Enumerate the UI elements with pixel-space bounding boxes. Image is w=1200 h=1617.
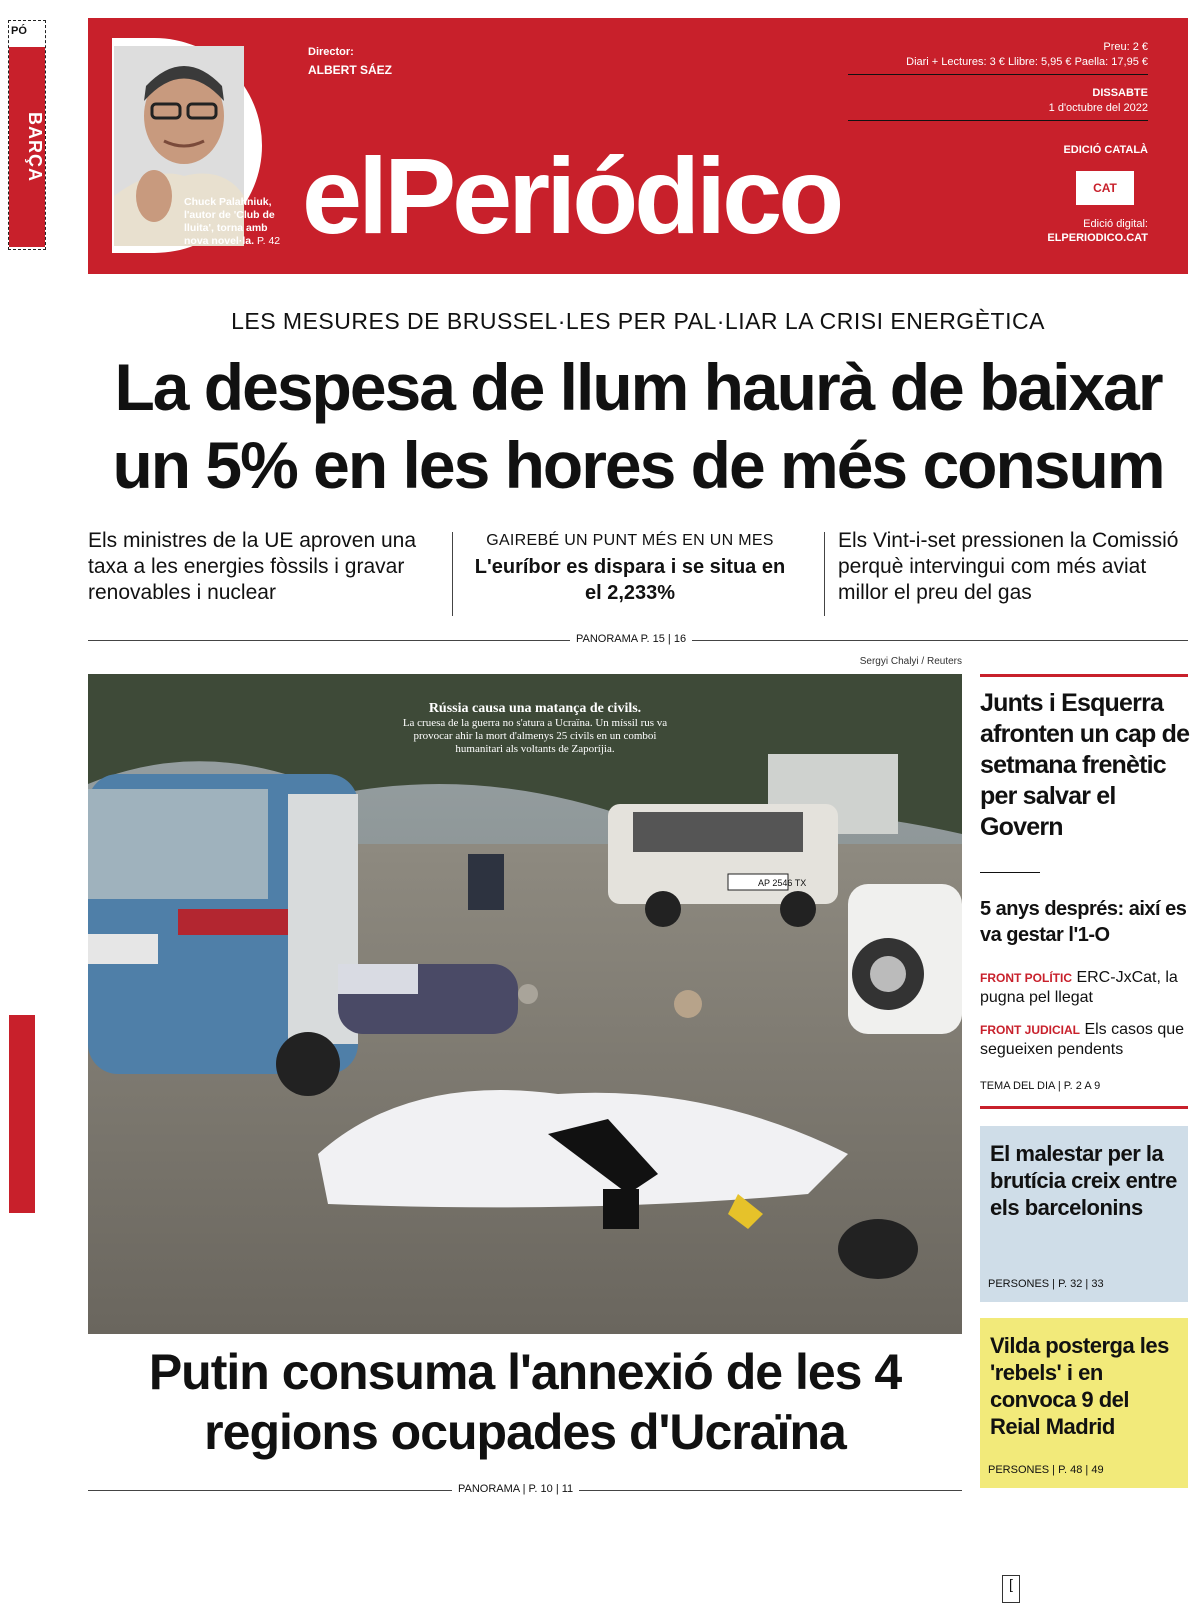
price-combos: Diari + Lectures: 3 € Llibre: 5,95 € Paella: 17,95 € bbox=[906, 56, 1148, 68]
promo-box-yellow[interactable] bbox=[980, 1318, 1188, 1488]
director-name: ALBERT SÁEZ bbox=[308, 63, 392, 77]
digital-edition-label: Edició digital: bbox=[1083, 218, 1148, 230]
price-rule bbox=[848, 74, 1148, 75]
date-block bbox=[848, 86, 1148, 121]
lead-photo[interactable] bbox=[88, 674, 962, 1334]
director-label: Director: bbox=[308, 46, 354, 58]
sub-story-mid[interactable] bbox=[470, 532, 790, 606]
sub-story-right[interactable]: Els Vint-i-set pressionen la Comissió perquè intervingui com més aviat millor el preu del gas bbox=[838, 529, 1179, 604]
column-divider bbox=[452, 532, 453, 616]
photo-caption-title: Rússia causa una matança de civils. bbox=[428, 701, 642, 716]
issue-date: 1 d'octubre del 2022 bbox=[1048, 102, 1148, 114]
promo-box-blue-title: El malestar per la brutícia creix entre els barcelonins bbox=[990, 1141, 1177, 1220]
sub-mid-kicker: GAIREBÉ UN PUNT MÉS EN UN MES bbox=[486, 532, 774, 549]
second-story-ref: PANORAMA | P. 10 | 11 bbox=[452, 1483, 579, 1495]
teaser-note[interactable] bbox=[184, 196, 294, 248]
edition-badge[interactable]: CAT bbox=[1076, 171, 1134, 205]
promo-box-blue[interactable] bbox=[980, 1126, 1188, 1302]
teaser-page: P. 42 bbox=[256, 235, 281, 247]
main-kicker: LES MESURES DE BRUSSEL·LES PER PAL·LIAR LA CRISI ENERGÈTICA bbox=[231, 308, 1045, 334]
right-headline-1[interactable]: Junts i Esquerra afronten un cap de setmana frenètic per salvar el Govern bbox=[980, 689, 1190, 841]
photo-credit: Sergyi Chalyi / Reuters bbox=[859, 656, 962, 667]
main-headline[interactable]: La despesa de llum haurà de baixar un 5% en les hores de més consum bbox=[112, 350, 1164, 502]
issue-day: DISSABTE bbox=[1092, 87, 1148, 99]
car-plate bbox=[758, 878, 806, 888]
edge-tab bbox=[8, 20, 46, 250]
sub-mid-headline: L'euríbor es dispara i se situa en el 2,233% bbox=[474, 556, 786, 604]
right-column-ref: TEMA DEL DIA | P. 2 A 9 bbox=[980, 1080, 1101, 1092]
masthead bbox=[88, 18, 1188, 274]
right-item-2-tag: FRONT JUDICIAL bbox=[980, 1023, 1080, 1037]
edge-tab-label: PÓ bbox=[11, 25, 27, 37]
right-item-1-tag: FRONT POLÍTIC bbox=[980, 971, 1072, 985]
car-plate-text: AP 2546 TX bbox=[758, 878, 807, 888]
price-block bbox=[848, 40, 1148, 79]
bracket-icon: [ bbox=[1002, 1575, 1020, 1603]
sub-story-left[interactable]: Els ministres de la UE aproven una taxa a les energies fòssils i gravar renovables i nuclear bbox=[88, 529, 416, 604]
photo-caption bbox=[395, 701, 675, 756]
short-rule bbox=[980, 872, 1040, 873]
edition-label: EDICIÓ CATALÀ bbox=[1063, 144, 1148, 156]
promo-box-blue-ref: PERSONES | P. 32 | 33 bbox=[988, 1278, 1104, 1290]
right-headline-2[interactable]: 5 anys després: així es va gestar l'1-O bbox=[980, 898, 1187, 946]
right-column-rule bbox=[980, 674, 1188, 677]
right-item-2[interactable] bbox=[980, 1020, 1190, 1060]
date-rule bbox=[848, 120, 1148, 121]
right-item-1-text: ERC-JxCat, la pugna pel llegat bbox=[980, 969, 1178, 1006]
photo-caption-text: La cruesa de la guerra no s'atura a Ucraïna. Un míssil rus va provocar ahir la mort d'almenys 25 civils en un comboi humanitari als voltants de Zaporíjia. bbox=[402, 717, 668, 755]
digital-edition-link[interactable]: ELPERIODICO.CAT bbox=[1047, 232, 1148, 244]
edge-red-strip bbox=[9, 1015, 35, 1213]
price-main: Preu: 2 € bbox=[1103, 41, 1148, 53]
right-column-rule bbox=[980, 1106, 1188, 1109]
edge-tab-text: BARÇA bbox=[9, 47, 45, 247]
second-headline[interactable]: Putin consuma l'annexió de les 4 regions ocupades d'Ucraïna bbox=[148, 1344, 902, 1460]
right-item-2-text: Els casos que segueixen pendents bbox=[980, 1021, 1185, 1058]
promo-box-yellow-title: Vilda posterga les 'rebels' i en convoca 9 del Reial Madrid bbox=[990, 1333, 1169, 1439]
column-divider bbox=[824, 532, 825, 616]
main-story-ref: PANORAMA P. 15 | 16 bbox=[570, 633, 692, 645]
right-item-1[interactable] bbox=[980, 968, 1190, 1008]
promo-box-yellow-ref: PERSONES | P. 48 | 49 bbox=[988, 1464, 1104, 1476]
newspaper-logo[interactable]: elPeriódico bbox=[302, 135, 841, 256]
teaser-text: Chuck Palahniuk, l'autor de 'Club de lluita', torna amb nova novel·la. bbox=[184, 196, 275, 247]
